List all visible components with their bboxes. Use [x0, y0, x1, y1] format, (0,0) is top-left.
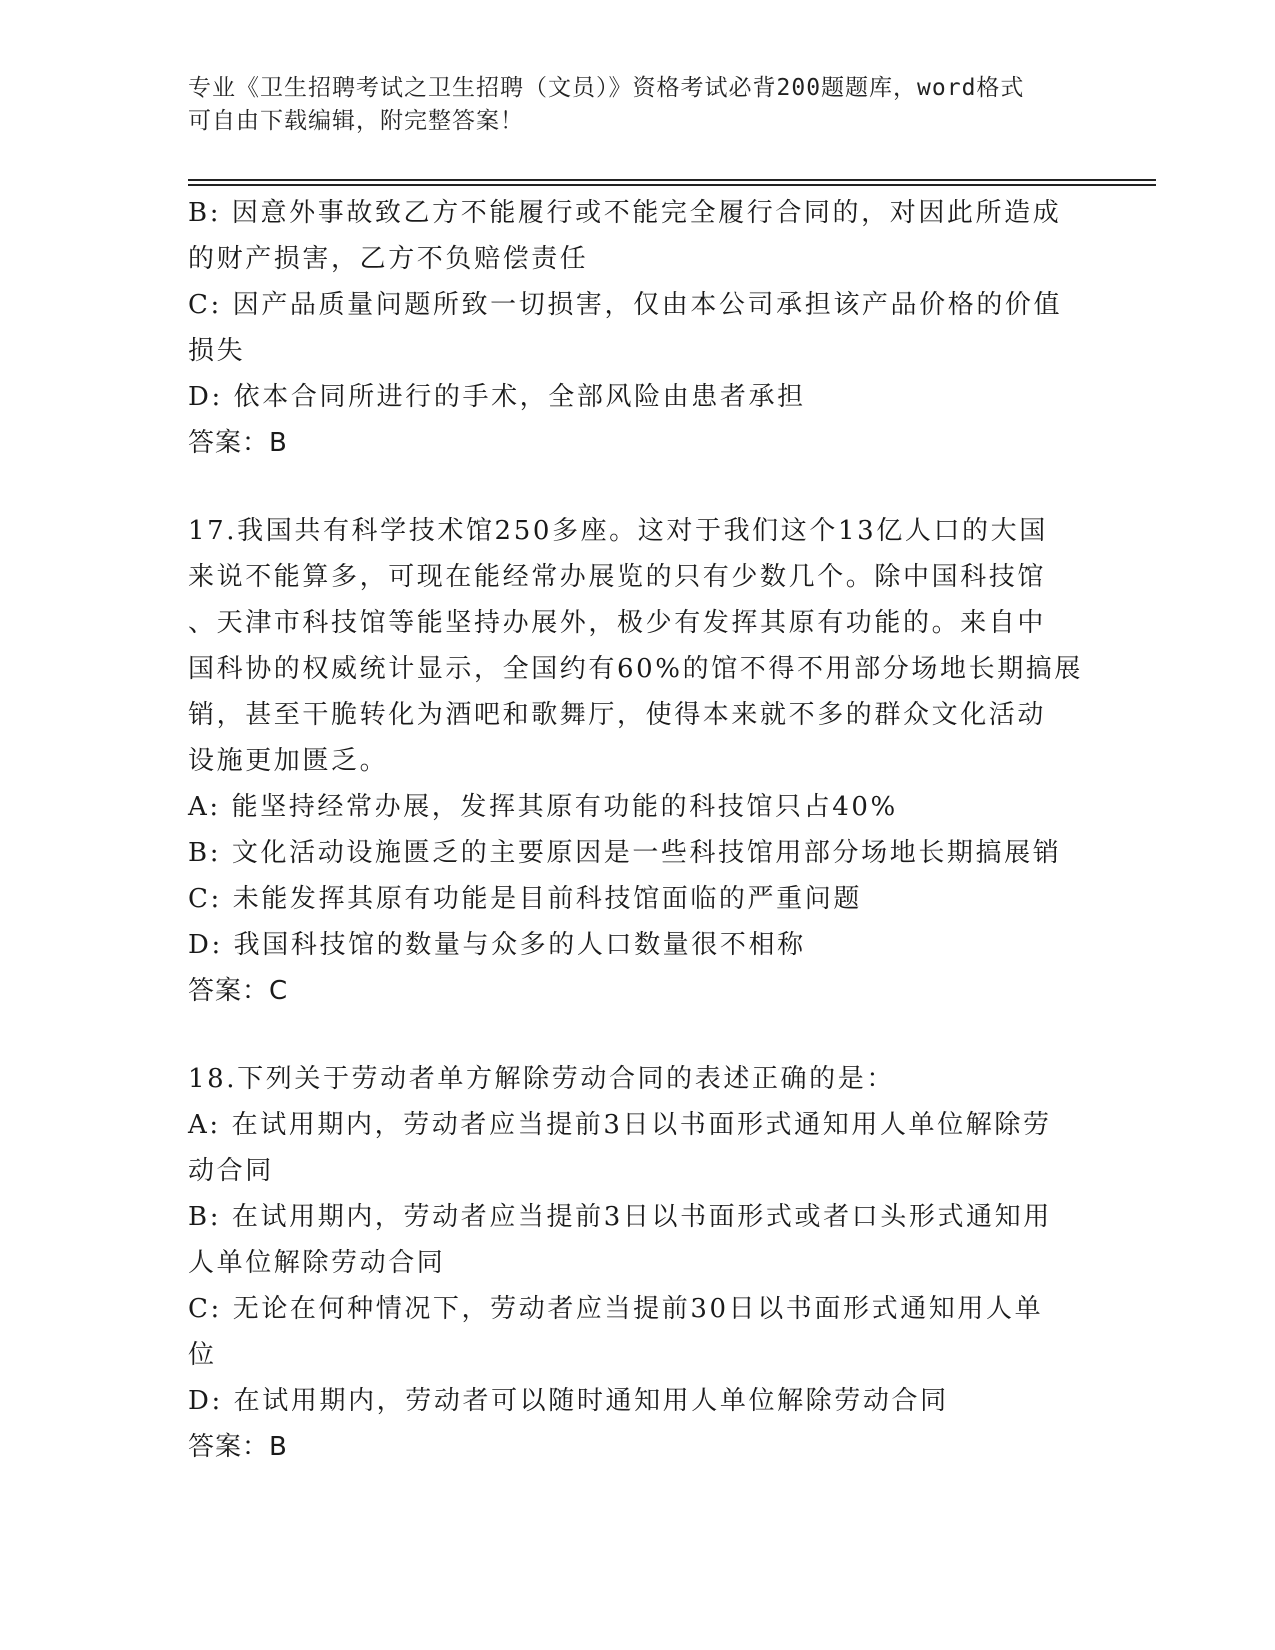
header-line-2: 可自由下载编辑，附完整答案！ [188, 108, 524, 134]
question-line: C: 无论在何种情况下，劳动者应当提前30日以书面形式通知用人单 [188, 1294, 1044, 1324]
question-line: A: 在试用期内，劳动者应当提前3日以书面形式通知用人单位解除劳 [188, 1110, 1052, 1140]
question-block-17 [188, 508, 1088, 1014]
question-block-16 [188, 190, 1088, 466]
answer-line: 答案：B [188, 1432, 288, 1462]
question-line: B: 因意外事故致乙方不能履行或不能完全履行合同的，对因此所造成 [188, 198, 1062, 228]
question-line: 位 [188, 1340, 217, 1370]
question-line: B: 在试用期内，劳动者应当提前3日以书面形式或者口头形式通知用 [188, 1202, 1052, 1232]
question-block-18 [188, 1056, 1088, 1470]
question-line: 18.下列关于劳动者单方解除劳动合同的表述正确的是： [188, 1064, 895, 1094]
document-header [188, 72, 1088, 138]
header-rule-top [188, 179, 1156, 181]
question-line: C: 因产品质量问题所致一切损害，仅由本公司承担该产品价格的价值 [188, 290, 1063, 320]
question-line: 的财产损害，乙方不负赔偿责任 [188, 244, 589, 274]
document-body [188, 190, 1088, 1470]
block-spacer [188, 466, 1088, 508]
question-line: 动合同 [188, 1156, 274, 1186]
question-line: D: 在试用期内，劳动者可以随时通知用人单位解除劳动合同 [188, 1386, 949, 1416]
question-line: D: 依本合同所进行的手术，全部风险由患者承担 [188, 382, 806, 412]
answer-line: 答案：C [188, 976, 289, 1006]
question-line: 设施更加匮乏。 [188, 746, 389, 776]
question-line: 国科协的权威统计显示，全国约有60%的馆不得不用部分场地长期搞展 [188, 654, 1083, 684]
question-line: A: 能坚持经常办展，发挥其原有功能的科技馆只占40% [188, 792, 898, 822]
answer-line: 答案：B [188, 428, 288, 458]
question-line: 、天津市科技馆等能坚持办展外，极少有发挥其原有功能的。来自中 [188, 608, 1047, 638]
question-line: B: 文化活动设施匮乏的主要原因是一些科技馆用部分场地长期搞展销 [188, 838, 1062, 868]
header-line-1: 专业《卫生招聘考试之卫生招聘（文员）》资格考试必背200题题库，word格式 [188, 75, 1025, 101]
header-rule-bottom [188, 184, 1156, 186]
question-line: 损失 [188, 336, 246, 366]
question-line: D: 我国科技馆的数量与众多的人口数量很不相称 [188, 930, 806, 960]
question-line: 人单位解除劳动合同 [188, 1248, 446, 1278]
question-line: C: 未能发挥其原有功能是目前科技馆面临的严重问题 [188, 884, 862, 914]
block-spacer [188, 1014, 1088, 1056]
question-line: 17.我国共有科学技术馆250多座。这对于我们这个13亿人口的大国 [188, 516, 1048, 546]
question-line: 来说不能算多，可现在能经常办展览的只有少数几个。除中国科技馆 [188, 562, 1047, 592]
question-line: 销，甚至干脆转化为酒吧和歌舞厅，使得本来就不多的群众文化活动 [188, 700, 1047, 730]
